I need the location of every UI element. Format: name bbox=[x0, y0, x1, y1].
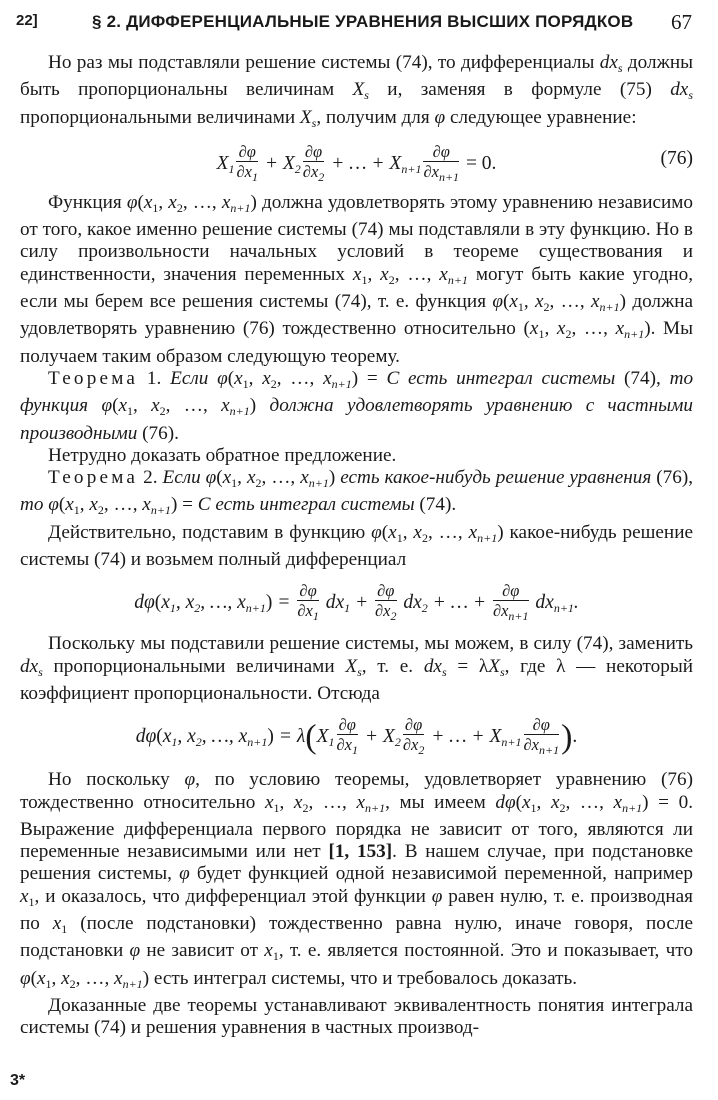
paragraph: Нетрудно доказать обратное предложение. bbox=[48, 444, 397, 466]
paragraph: Поскольку мы подставили решение системы, мы можем, в силу (74), заменить $dx_s$ пропорциональными величинами $X_s$, т. е. $dx_s = \lambda X_s$, где λ — некоторый коэффициент пропорциональности. Отсюда bbox=[20, 633, 694, 704]
running-header bbox=[10, 10, 692, 36]
signature-mark: 3* bbox=[10, 1072, 26, 1089]
equation-76: $X_1$ $\frac{\partial\varphi}{\partial x_1}$ + $X_2$ $\frac{\partial\varphi}{\partial x_2}$ + … + $X_{n+1}$ $\frac{\partial\varphi}{\partial x_{n+1}}$ = 0. (76) bbox=[20, 142, 693, 182]
page-number: 67 bbox=[671, 10, 692, 34]
paragraph: Действительно, подставим в функцию $\varphi(x_1$, $x_2$, …, $x_{n+1}$) какое-нибудь решение системы (74) и возьмем полный дифференциал bbox=[20, 521, 693, 571]
equation-lambda: $d\varphi(x_1$, $x_2$, …, $x_{n+1}) = \lambda(X_1$ $\frac{\partial\varphi}{\partial x_1}$ + $X_2$ $\frac{\partial\varphi}{\partial x_2}$ + … + $X_{n+1}$ $\frac{\partial\varphi}{\partial x_{n+1}}$ ). bbox=[20, 715, 693, 759]
paragraph: Но поскольку φ, по условию теоремы, удовлетворяет уравнению (76) тождественно относительно $x_1$, $x_2$, …, $x_{n+1}$, мы имеем $d\varphi(x_1$, $x_2$, …, $x_{n+1}) = 0$. Выражение дифференциала первого порядка не зависит от того, являются ли переменные независимыми или нет [1, 153]. В нашем случае, при подстановке решения системы, φ будет функцией одной независимой переменной, например $x_1$, и оказалось, что дифференциал этой функции φ равен нулю, т. е. производная по $x_1$ (после подстановки) тождественно равна нулю, иначе говоря, после подстановки φ не зависит от $x_1$, т. е. является постоянной. Это и показывает, что $\varphi(x_1$, $x_2$, …, $x_{n+1}$) есть интеграл системы, что и требовалось доказать. bbox=[20, 769, 694, 991]
equation-number: (76) bbox=[660, 147, 693, 169]
equation-total-differential: $d\varphi(x_1$, $x_2$, …, $x_{n+1}$) = $\frac{\partial\varphi}{\partial x_1}$ $dx_1$ + $\frac{\partial\varphi}{\partial x_2}$ $dx_2$ + … + $\frac{\partial\varphi}{\partial x_{n+1}}$ $dx_{n+1}$. bbox=[20, 581, 693, 623]
page-body bbox=[20, 52, 693, 1040]
section-number: 22] bbox=[16, 12, 38, 29]
running-title: § 2. ДИФФЕРЕНЦИАЛЬНЫЕ УРАВНЕНИЯ ВЫСШИХ ПОРЯДКОВ bbox=[92, 12, 634, 31]
paragraph: Функция $\varphi(x_1$, $x_2$, …, $x_{n+1}$) должна удовлетворять этому уравнению независимо от того, какое именно решение системы (74) мы подставляли в эту функцию. Но в силу произвольности начальных условий в теореме существования и единственности, значения переменных $x_1$, $x_2$, …, $x_{n+1}$ могут быть какие угодно, если мы берем все решения системы (74), т. е. функция $\varphi(x_1$, $x_2$, …, $x_{n+1}$) должна удовлетворять уравнению (76) тождественно относительно ($x_1$, $x_2$, …, $x_{n+1}$). Мы получаем таким образом следующую теорему. bbox=[20, 191, 694, 367]
paragraph: Доказанные две теоремы устанавливают эквивалентность понятия интеграла системы (74) и решения уравнения в частных производ- bbox=[20, 994, 693, 1039]
theorem-1: Теорема 1. Если $\varphi(x_1$, $x_2$, …, $x_{n+1}) = C$ есть интеграл системы (74), то функция $\varphi(x_1$, $x_2$, …, $x_{n+1}$) должна удовлетворять уравнению с частными производными (76). bbox=[20, 367, 694, 444]
theorem-2: Теорема 2. Если $\varphi(x_1$, $x_2$, …, $x_{n+1}$) есть какое-нибудь решение уравнения (76), то $\varphi(x_1$, $x_2$, …, $x_{n+1}) = C$ есть интеграл системы (74). bbox=[20, 467, 694, 518]
paragraph: Но раз мы подставляли решение системы (74), то дифференциалы $dx_s$ должны быть пропорциональны величинам $X_s$ и, заменяя в формуле (75) $dx_s$ пропорциональными величинами $X_s$, получим для φ следующее уравнение: bbox=[20, 52, 693, 130]
